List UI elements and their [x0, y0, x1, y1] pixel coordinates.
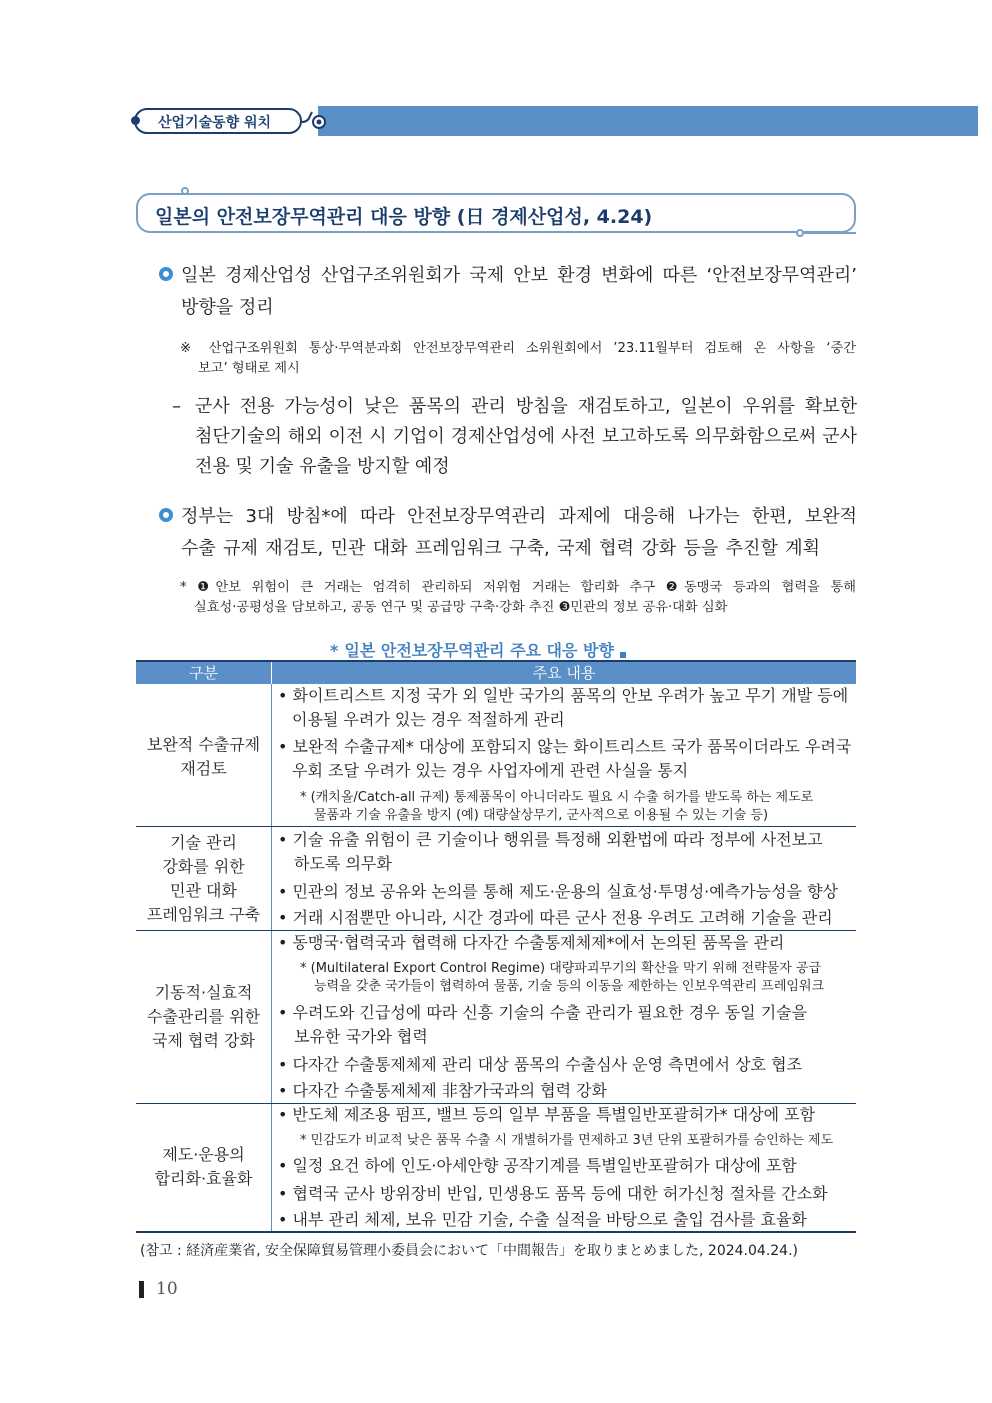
bullet2-note-line2: 실효성·공평성을 담보하고, 공동 연구 및 공급망 구축·강화 추진 ❸민관의 정보 공유·대화 심화: [194, 600, 728, 615]
header-dot: [131, 116, 140, 125]
dash-line1: 군사 전용 가능성이 낮은 품목의 관리 방침을 재검토하고, 일본이 우위를 확보한: [195, 396, 857, 417]
table-cell-item: • 보완적 수출규제* 대상에 포함되지 않는 화이트리스트 국가 품목이더라도 우려국: [278, 737, 852, 756]
table-cell-item: 하도록 의무화: [294, 854, 392, 873]
category-line: 민관 대화: [170, 881, 237, 900]
bullet2-line2: 수출 규제 재검토, 민관 대화 프레임워크 구축, 국제 협력 강화 등을 추진할 계획: [181, 538, 820, 559]
row-divider: [136, 826, 856, 827]
bullet1-line2: 방향을 정리: [181, 297, 274, 318]
table-cell-item: • 협력국 군사 방위장비 반입, 민생용도 품목 등에 대한 허가신청 절차를 간소화: [278, 1184, 828, 1203]
table-cell-item: • 민관의 정보 공유와 논의를 통해 제도·운용의 실효성·투명성·예측가능성을 향상: [278, 882, 838, 901]
bullet1-note-line1: ※ 산업구조위원회 통상·무역분과회 안전보장무역관리 소위원회에서 ’23.11월부터 검토해 온 사항을 ‘중간: [180, 341, 856, 356]
table-cell-item: • 내부 관리 체제, 보유 민감 기술, 수출 실적을 바탕으로 출입 검사를 효율화: [278, 1210, 807, 1229]
category-line: 강화를 위한: [162, 857, 245, 876]
bullet1-line1: 일본 경제산업성 산업구조위원회가 국제 안보 환경 변화에 따른 ‘안전보장무역관리’: [181, 265, 857, 286]
table-column-divider: [271, 684, 272, 1232]
caption-square-icon: [620, 652, 626, 658]
section-title: 일본의 안전보장무역관리 대응 방향 (日 경제산업성, 4.24): [155, 206, 653, 228]
header-content: 주요 내용: [532, 664, 596, 682]
table-cell-item: • 일정 요건 하에 인도·아세안향 공작기계를 특별일반포괄허가 대상에 포함: [278, 1156, 797, 1175]
bullet2-note-line1: * ❶안보 위험이 큰 거래는 엄격히 관리하되 저위험 거래는 합리화 추구 ❷동맹국 등과의 협력을 통해: [180, 580, 856, 595]
bullet2-line1: 정부는 3대 방침*에 따라 안전보장무역관리 과제에 대응해 나가는 한편, 보완적: [181, 506, 857, 527]
table-row-category: [136, 831, 271, 927]
category-line: 합리화·효율화: [154, 1169, 253, 1188]
table-cell-note: * (캐치올/Catch-all 규제) 통제품목이 아니더라도 필요 시 수출 허가를 받도록 하는 제도로: [300, 790, 814, 805]
table-cell-item: • 화이트리스트 지정 국가 외 일반 국가의 품목의 안보 우려가 높고 무기 개발 등에: [278, 686, 849, 705]
table-cell-item: 우회 조달 우려가 있는 경우 사업자에게 관련 사실을 통지: [292, 761, 689, 780]
ring-decoration-icon: [181, 187, 189, 195]
table-cell-note: * (Multilateral Export Control Regime) 대량파괴무기의 확산을 막기 위해 전략물자 공급: [300, 961, 822, 976]
bullet-circle-icon: [159, 508, 173, 522]
page-number-bar: [139, 1281, 144, 1298]
category-line: 프레임워크 구축: [146, 905, 261, 924]
dash-line3: 전용 및 기술 유출을 방지할 예정: [195, 456, 450, 477]
category-line: 제도·운용의: [162, 1145, 245, 1164]
table-row-category: [136, 733, 271, 781]
table-cell-item: • 거래 시점뿐만 아니라, 시간 경과에 따른 군사 전용 우려도 고려해 기술을 관리: [278, 908, 833, 927]
table-cell-item: • 동맹국·협력국과 협력해 다자간 수출통제체제*에서 논의된 품목을 관리: [278, 933, 785, 952]
category-line: 수출관리를 위한: [146, 1007, 261, 1026]
table-cell-item: • 반도체 제조용 펌프, 밸브 등의 일부 부품을 특별일반포괄허가* 대상에 포함: [278, 1105, 816, 1124]
ring-line: [804, 232, 856, 234]
category-line: 국제 협력 강화: [152, 1031, 255, 1050]
header-category: 구분: [189, 664, 218, 682]
table-row-category: [136, 981, 271, 1053]
table-cell-item: 보유한 국가와 협력: [294, 1027, 428, 1046]
header-connector-icon: [302, 110, 326, 134]
dash-mark: –: [172, 396, 181, 417]
reference-text: (참고 : 経済産業省, 安全保障貿易管理小委員会において「中間報告」を取りまとめました, 2024.04.24.): [140, 1243, 798, 1259]
header-label: 산업기술동향 워치: [158, 115, 272, 131]
header-band: [318, 106, 978, 136]
bullet1-note-line2: 보고’ 형태로 제시: [198, 361, 300, 376]
category-line: 재검토: [180, 759, 227, 778]
table-cell-item: 이용될 우려가 있는 경우 적절하게 관리: [292, 710, 565, 729]
category-line: 기동적·실효적: [154, 983, 253, 1002]
table-cell-note: * 민감도가 비교적 낮은 품목 수출 시 개별허가를 면제하고 3년 단위 포괄허가를 승인하는 제도: [300, 1133, 834, 1148]
caption-star: *: [330, 641, 339, 660]
table-cell-item: • 우려도와 긴급성에 따라 신흥 기술의 수출 관리가 필요한 경우 동일 기술을: [278, 1003, 808, 1022]
table-caption: [330, 638, 626, 661]
table-cell-item: • 다자간 수출통제체제 관리 대상 품목의 수출심사 운영 측면에서 상호 협조: [278, 1055, 802, 1074]
table-cell-note: 물품과 기술 유출을 방지 (예) 대량살상무기, 군사적으로 이용될 수 있는 기술 등): [314, 808, 769, 823]
table-header-row: [136, 660, 856, 684]
table-cell-note: 능력을 갖춘 국가들이 협력하여 물품, 기술 등의 이동을 제한하는 인보우역관리 프레임워크: [314, 979, 825, 994]
bullet-circle-icon: [159, 267, 173, 281]
category-line: 보완적 수출규제: [146, 735, 261, 754]
table-cell-item: • 다자간 수출통제체제 非참가국과의 협력 강화: [278, 1081, 608, 1100]
caption-text: 일본 안전보장무역관리 주요 대응 방향: [344, 641, 614, 660]
category-line: 기술 관리: [170, 833, 237, 852]
ring-decoration-icon: [796, 229, 804, 237]
table-row-category: [136, 1143, 271, 1191]
dash-line2: 첨단기술의 해외 이전 시 기업이 경제산업성에 사전 보고하도록 의무화함으로써 군사: [195, 426, 857, 447]
table-cell-item: • 기술 유출 위험이 큰 기술이나 행위를 특정해 외환법에 따라 정부에 사전보고: [278, 830, 823, 849]
page-number: 10: [156, 1279, 178, 1299]
